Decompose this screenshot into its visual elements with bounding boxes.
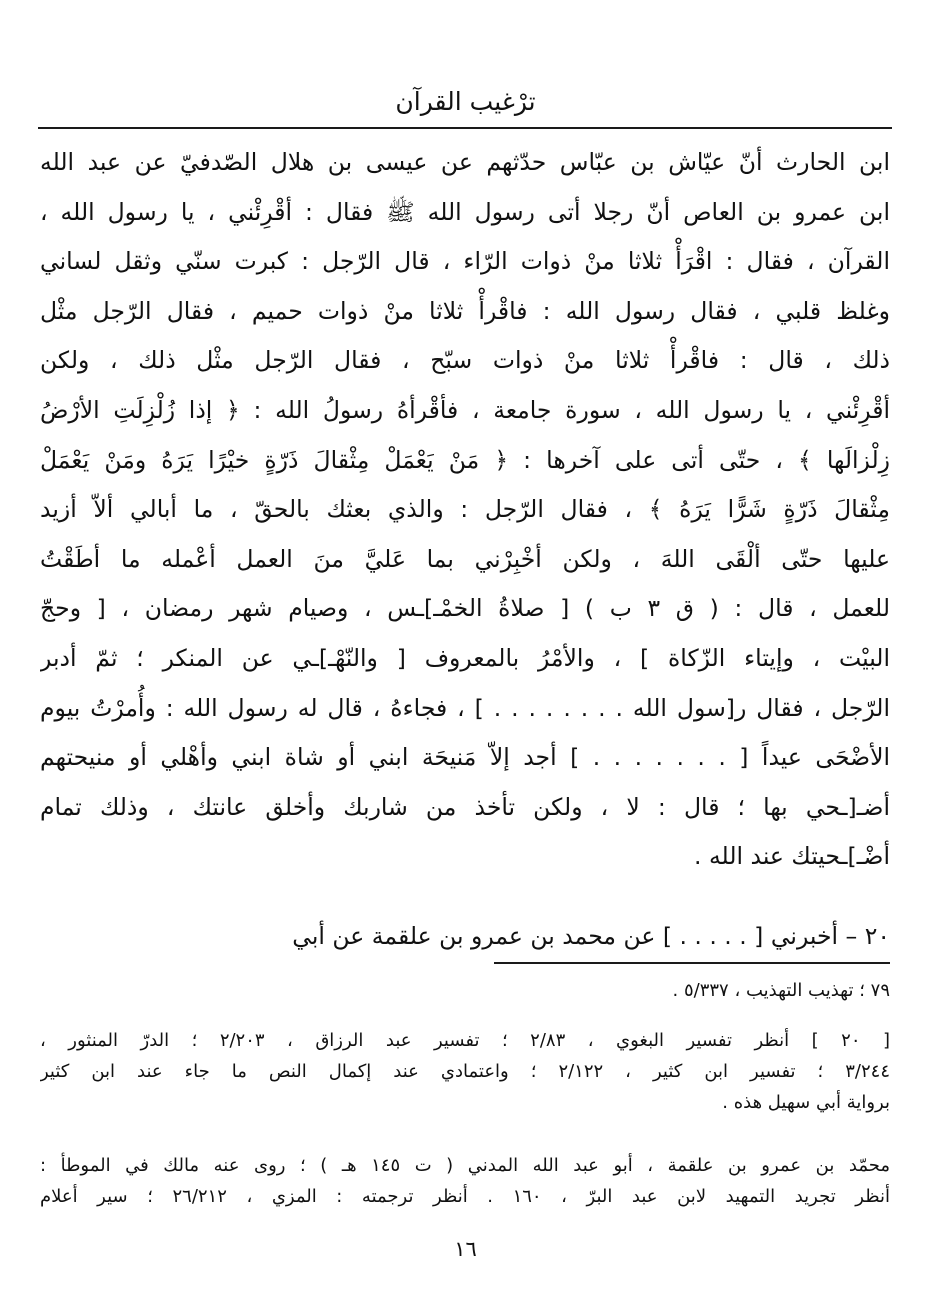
text-line: للعمل ، قال : ( ق ٣ ب ) [ صلاةُ الخمْـ]ـس ، وصيام شهر رمضان ، [ وحجّ — [40, 594, 890, 623]
text-line: ذلك ، قال : فاقْرأْ ثلاثا منْ ذوات سبّح ، فقال الرّجل مثْل ذلك ، ولكن — [40, 346, 890, 375]
footnote-line: [ ٢٠ ] أنظر تفسير البغوي ، ٢/٨٣ ؛ تفسير عبد الرزاق ، ٢/٢٠٣ ؛ الدرّ المنثور ، — [40, 1030, 890, 1051]
text-line: مِثْقالَ ذَرّةٍ شَرًّا يَرَهُ ﴾ ، فقال الرّجل : والذي بعثك بالحقّ ، ما أبالي ألاّ أزيد — [40, 495, 890, 524]
text-line: أضـ[ـحي بها ؛ قال : لا ، ولكن تأخذ من شاربك وأخلق عانتك ، وذلك تمام — [40, 792, 890, 821]
footnote-biography — [40, 1150, 890, 1212]
text-line: الأضْحَى عيداً [ . . . . . . . ] أجد إلاّ مَنيحَة ابني أو شاة ابني وأهْلي أو منيحتهم — [40, 743, 890, 772]
header-divider — [38, 127, 892, 129]
text-line: زِلْزالَها ﴾ ، حتّى أتى على آخرها : ﴿ مَنْ يَعْمَلْ مِثْقالَ ذَرّةٍ خيْرًا يَرَهُ ومَنْ يَعْمَلْ — [40, 445, 890, 474]
main-text — [40, 138, 890, 882]
text-line: ابن الحارث أنّ عيّاش بن عبّاس حدّثهم عن عيسى بن هلال الصّدفيّ عن عبد الله — [40, 148, 890, 176]
footnote-line: ٣/٢٤٤ ؛ تفسير ابن كثير ، ٢/١٢٢ ؛ واعتمادي عند إكمال النص ما جاء عند ابن كثير — [40, 1061, 890, 1082]
footnote-line: برواية أبي سهيل هذه . — [722, 1092, 890, 1113]
text-line: ابن عمرو بن العاص أنّ رجلا أتى رسول الله ﷺ فقال : أقْرِئْني ، يا رسول الله ، — [40, 197, 890, 226]
text-line: البيْت ، وإيتاء الزّكاة ] ، والأمْرُ بالمعروف [ والنّهْـ]ـي عن المنكر ؛ ثمّ أدبر — [40, 643, 890, 672]
footnote-line: محمّد بن عمرو بن علقمة ، أبو عبد الله المدني ( ت ١٤٥ هـ ) ؛ روى عنه مالك في الموطأ : — [40, 1155, 890, 1176]
footnote-line: ٧٩ ؛ تهذيب التهذيب ، ٥/٣٣٧ . — [672, 980, 890, 1001]
page-number: ١٦ — [454, 1237, 477, 1261]
text-line: عليها حتّى ألْقَى اللهَ ، ولكن أخْبِرْني بما عَليَّ منَ العمل أعْمله ما أطَقْتُ — [40, 544, 890, 573]
text-line: وغلظ قلبي ، فقال رسول الله : فاقْرأْ ثلاثا منْ ذوات حميم ، فقال الرّجل مثْل — [40, 296, 890, 325]
footnote-line: أنظر تجريد التمهيد لابن عبد البرّ ، ١٦٠ . أنظر ترجمته : المزي ، ٢٦/٢١٢ ؛ سير أعلام — [40, 1186, 890, 1207]
footnote-divider — [494, 962, 890, 964]
text-line: أقْرِئْني ، يا رسول الله ، سورة جامعة ، فأقْرأهُ رسولُ الله : ﴿ إذا زُلْزِلَتِ الأرْضُ — [40, 395, 890, 424]
hadith-20-start: ٢٠ – أخبرني [ . . . . . ] عن محمد بن عمرو بن علقمة عن أبي — [292, 922, 890, 950]
footnote-20 — [40, 1025, 890, 1118]
text-line: الرّجل ، فقال ر[سول الله . . . . . . . . ] ، فجاءهُ ، قال له رسول الله : وأُمرْتُ بيوم — [40, 693, 890, 722]
running-header: ترْغيب القرآن — [395, 87, 536, 116]
text-line: القرآن ، فقال : اقْرَأْ ثلاثا منْ ذوات الرّاء ، قال الرّجل : كبرت سنّي وثقل لساني — [40, 247, 890, 276]
footnote-continuation — [40, 975, 890, 1006]
text-line: أضْـ]ـحيتك عند الله . — [694, 842, 890, 871]
